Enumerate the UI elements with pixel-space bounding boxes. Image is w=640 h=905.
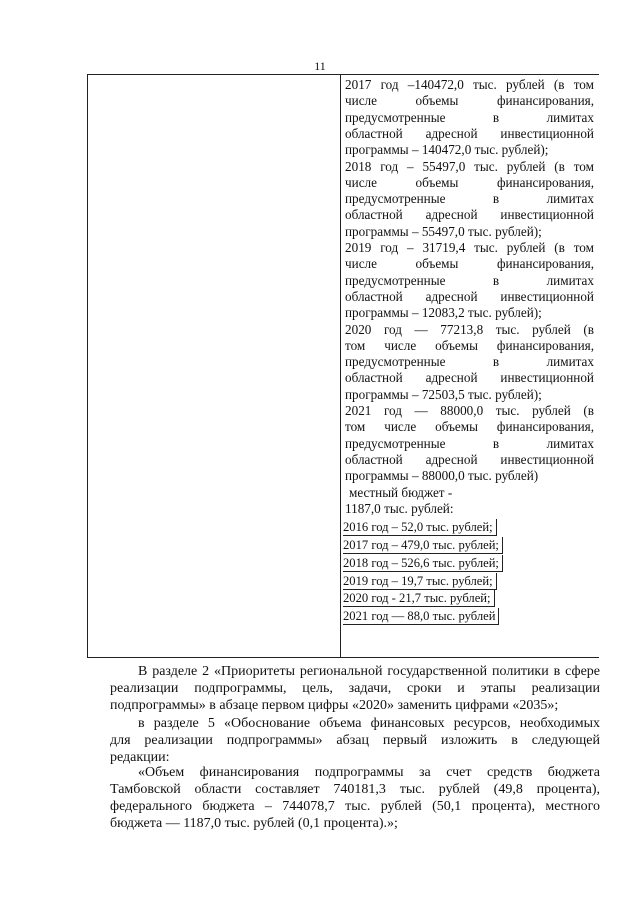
paragraph-line: в разделе 5 «Обоснование объема финансовых ресурсов, необходимых bbox=[138, 716, 600, 731]
financing-line: числе объемы финансирования, bbox=[345, 256, 594, 272]
table-left-cell bbox=[88, 75, 341, 657]
local-budget-year-line: 2018 год – 526,6 тыс. рублей; bbox=[343, 555, 503, 572]
financing-line: числе объемы финансирования, bbox=[345, 93, 594, 109]
financing-line: 2018 год – 55497,0 тыс. рублей (в том bbox=[345, 158, 594, 174]
financing-line: программы – 72503,5 тыс. рублей); bbox=[345, 386, 542, 402]
financing-line: программы – 140472,0 тыс. рублей); bbox=[345, 142, 549, 158]
financing-line: областной адресной инвестиционной bbox=[345, 288, 594, 304]
financing-line: 2020 год — 77213,8 тыс. рублей (в bbox=[345, 321, 594, 337]
paragraph-line: Тамбовской области составляет 740181,3 тыс. рублей (49,8 процента), bbox=[110, 782, 600, 797]
table-right-cell bbox=[341, 75, 594, 657]
paragraph-line: для реализации подпрограммы» абзац первый изложить в следующей bbox=[110, 733, 600, 748]
financing-line: 2019 год – 31719,4 тыс. рублей (в том bbox=[345, 240, 594, 255]
financing-line: предусмотренные в лимитах bbox=[345, 435, 594, 451]
financing-line: программы – 12083,2 тыс. рублей); bbox=[345, 305, 542, 321]
financing-line: областной адресной инвестиционной bbox=[345, 207, 594, 223]
financing-line: 2017 год –140472,0 тыс. рублей (в том bbox=[345, 77, 594, 92]
financing-line: том числе объемы финансирования, bbox=[345, 337, 594, 353]
financing-line: 2021 год — 88000,0 тыс. рублей (в bbox=[345, 403, 594, 418]
financing-line: областной адресной инвестиционной bbox=[345, 370, 594, 386]
financing-line: предусмотренные в лимитах bbox=[345, 354, 594, 370]
financing-line: предусмотренные в лимитах bbox=[345, 191, 594, 207]
financing-line: областной адресной инвестиционной bbox=[345, 451, 594, 467]
local-budget-year-line: 2021 год — 88,0 тыс. рублей bbox=[343, 608, 499, 625]
financing-line: областной адресной инвестиционной bbox=[345, 125, 594, 141]
paragraph-line: реализации подпрограммы, цель, задачи, сроки и этапы реализации bbox=[110, 681, 600, 696]
local-budget-year-line: 2016 год – 52,0 тыс. рублей; bbox=[343, 519, 497, 536]
paragraph-section-2 bbox=[110, 663, 600, 714]
financing-line: том числе объемы финансирования, bbox=[345, 419, 594, 435]
paragraph-line: бюджета — 1187,0 тыс. рублей (0,1 процента).»; bbox=[110, 816, 398, 831]
paragraph-quote bbox=[110, 764, 600, 832]
paragraph-line: федерального бюджета – 744078,7 тыс. рублей (50,1 процента), местного bbox=[110, 799, 600, 814]
paragraph-line: подпрограммы» в абзаце первом цифры «2020» заменить цифрами «2035»; bbox=[110, 698, 559, 713]
local-budget-year-line: 2020 год - 21,7 тыс. рублей; bbox=[343, 590, 495, 607]
paragraph-line: «Объем финансирования подпрограммы за счет средств бюджета bbox=[138, 765, 600, 780]
page-number: 11 bbox=[314, 59, 326, 73]
paragraph-line: В разделе 2 «Приоритеты региональной государственной политики в сфере bbox=[138, 664, 600, 679]
financing-line: программы – 55497,0 тыс. рублей); bbox=[345, 223, 542, 239]
paragraph-line: редакции: bbox=[110, 750, 170, 765]
local-budget-year-line: 2019 год – 19,7 тыс. рублей; bbox=[343, 573, 497, 590]
financing-line: программы – 88000,0 тыс. рублей) bbox=[345, 468, 539, 484]
financing-line: местный бюджет - bbox=[349, 484, 453, 500]
financing-line: числе объемы финансирования, bbox=[345, 174, 594, 190]
financing-table bbox=[87, 74, 599, 658]
local-budget-year-line: 2017 год – 479,0 тыс. рублей; bbox=[343, 537, 503, 554]
financing-line: предусмотренные в лимитах bbox=[345, 272, 594, 288]
paragraph-section-5 bbox=[110, 715, 600, 766]
financing-line: 1187,0 тыс. рублей: bbox=[345, 500, 454, 516]
financing-line: предусмотренные в лимитах bbox=[345, 109, 594, 125]
